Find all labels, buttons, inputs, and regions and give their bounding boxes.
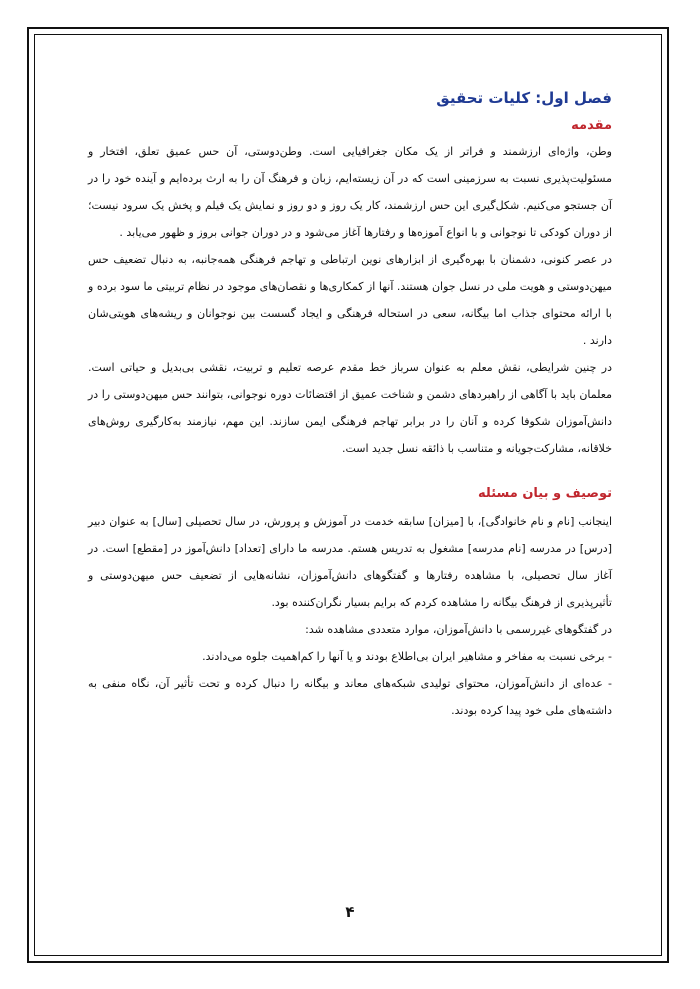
chapter-title: فصل اول: کلیات تحقیق xyxy=(436,89,612,107)
intro-paragraph: در چنین شرایطی، نقش معلم به عنوان سرباز خط مقدم عرصه تعلیم و تربیت، نقشی بی‌بدیل و حیاتی است. معلمان باید با آگاهی از راهبردهای دشمن و شناخت عمیق از اقتضائات دوره نوجوانی، بتوانند حس میهن‌دوستی را در دانش‌آموزان شکوفا کرده و آنان را در برابر تهاجم فرهنگی ایمن سازند. این مهم، نیازمند به‌کارگیری روش‌های خلاقانه، مشارکت‌جویانه و متناسب با ذائقه نسل جدید است. xyxy=(88,361,612,455)
problem-paragraph: اینجانب [نام و نام خانوادگی]، با [میزان] سابقه خدمت در آموزش و پرورش، در سال تحصیلی [سال] به عنوان دبیر [درس] در مدرسه [نام مدرسه] مشغول به تدریس هستم. مدرسه ما دارای [تعداد] دانش‌آموز در [مقطع] است. در آغاز سال تحصیلی، با مشاهده رفتارها و گفتگوهای دانش‌آموزان، نشانه‌هایی از تضعیف حس میهن‌دوستی و تأثیرپذیری از فرهنگ بیگانه را مشاهده کردم که برایم بسیار نگران‌کننده بود. xyxy=(88,515,612,609)
intro-paragraph: در عصر کنونی، دشمنان با بهره‌گیری از ابزارهای نوین ارتباطی و تهاجم فرهنگی همه‌جانبه، به دنبال تضعیف حس میهن‌دوستی و هویت ملی در نسل جوان هستند. آنها از کمکاری‌ها و نقصان‌های موجود در نظام تربیتی ما سود برده و با ارائه محتوای جذاب اما بیگانه، سعی در استحاله فرهنگی و ایجاد گسست بین نوجوانان و ریشه‌های هویتی‌شان دارند . xyxy=(88,253,612,347)
section-heading-introduction: مقدمه xyxy=(571,118,612,133)
intro-paragraph: وطن، واژه‌ای ارزشمند و فراتر از یک مکان جغرافیایی است. وطن‌دوستی، آن حس عمیق تعلق، افتخار و مسئولیت‌پذیری نسبت به سرزمینی است که در آن زیسته‌ایم، زبان و فرهنگ آن را به ارث برده‌ایم و آینده خود را در آن جستجو می‌کنیم. شکل‌گیری این حس ارزشمند، کار یک روز و دو روز و نمایش یک فیلم و پخش یک سرود نیست؛ از دوران کودکی تا نوجوانی و با انواع آموزه‌ها و رفتارها آغاز می‌شود و در دوران جوانی بروز و ظهور می‌یابد . xyxy=(88,145,612,239)
section-heading-problem: توصیف و بیان مسئله xyxy=(478,486,612,501)
problem-list-item: - عده‌ای از دانش‌آموزان، محتوای تولیدی شبکه‌های معاند و بیگانه را دنبال کرده و تحت تأثیر آن، نگاه منفی به داشته‌های ملی خود پیدا کرده بودند. xyxy=(88,677,612,717)
page-number: ۴ xyxy=(345,903,355,921)
problem-list-item: - برخی نسبت به مفاخر و مشاهیر ایران بی‌اطلاع بودند و یا آنها را کم‌اهمیت جلوه می‌دادند. xyxy=(202,650,612,663)
document-body xyxy=(88,86,612,724)
problem-paragraph: در گفتگوهای غیررسمی با دانش‌آموزان، موارد متعددی مشاهده شد: xyxy=(305,623,612,636)
